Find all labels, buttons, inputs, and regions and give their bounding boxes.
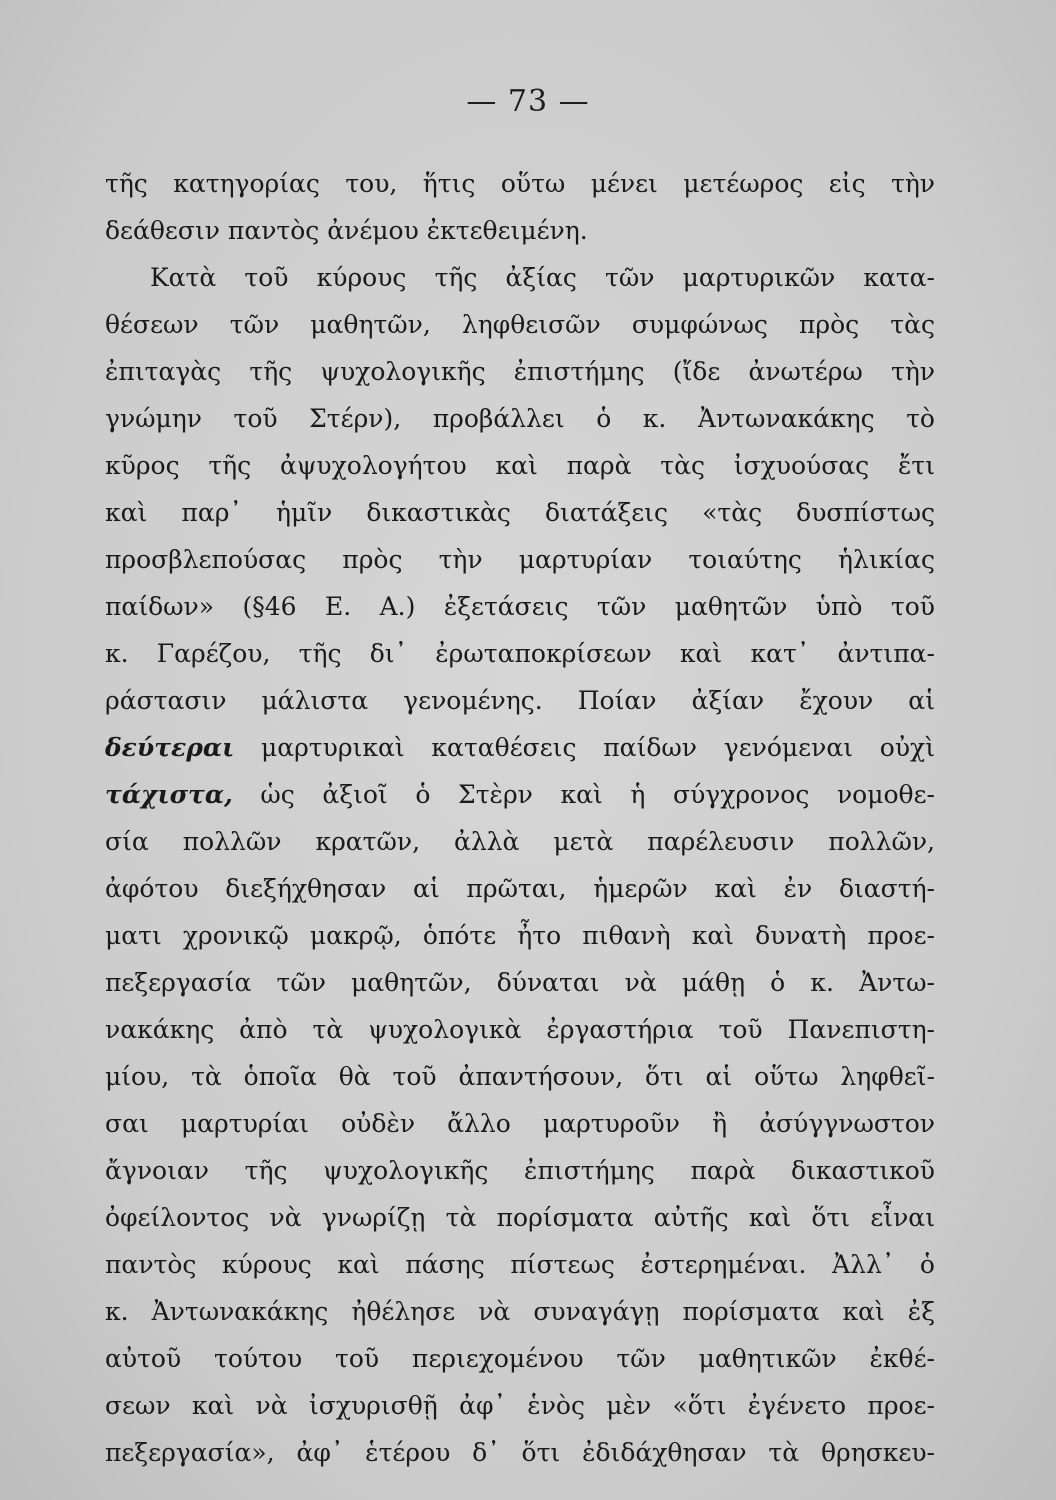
emphasis-deuterai: δεύτεραι [105,733,235,762]
text-line: σαι μαρτυρίαι οὐδὲν ἄλλο μαρτυροῦν ἢ ἀσύγγνωστον [105,1109,935,1138]
emphasis-tachista: τάχιστα, [105,780,233,809]
text-line: κ. Ἀντωνακάκης ἠθέλησε νὰ συναγάγῃ πορίσματα καὶ ἐξ [105,1297,935,1326]
text-line: προσβλεπούσας πρὸς τὴν μαρτυρίαν τοιαύτης ἡλικίας [105,545,935,574]
text-line: ματι χρονικῷ μακρῷ, ὁπότε ἦτο πιθανὴ καὶ δυνατὴ προε- [105,921,935,950]
text-line: καὶ παρ᾽ ἡμῖν δικαστικὰς διατάξεις «τὰς δυσπίστως [105,498,935,527]
text-line: ἀφότου διεξήχθησαν αἱ πρῶται, ἡμερῶν καὶ ἐν διαστή- [105,874,935,903]
text-line [105,207,935,254]
text-line-content: δεάθεσιν παντὸς ἀνέμου ἐκτεθειμένη. [105,216,588,245]
text-line: νακάκης ἀπὸ τὰ ψυχολογικὰ ἐργαστήρια τοῦ Πανεπιστη- [105,1015,935,1044]
text-line: πεξεργασία», ἀφ᾽ ἑτέρου δ᾽ ὅτι ἐδιδάχθησαν τὰ θρησκευ- [105,1438,935,1467]
text-line: ὀφείλοντος νὰ γνωρίζῃ τὰ πορίσματα αὐτῆς καὶ ὅτι εἶναι [105,1203,935,1232]
body-text [105,160,935,1476]
text-line: τῆς κατηγορίας του, ἥτις οὕτω μένει μετέωρος εἰς τὴν [105,169,935,198]
text-line-content: μαρτυρικαὶ καταθέσεις παίδων γενόμεναι οὐχὶ [260,733,935,762]
text-line: ράστασιν μάλιστα γενομένης. Ποίαν ἀξίαν ἔχουν αἱ [105,686,935,715]
text-line: ἄγνοιαν τῆς ψυχολογικῆς ἐπιστήμης παρὰ δικαστικοῦ [105,1156,935,1185]
text-line-with-emphasis [105,771,935,818]
text-line: γνώμην τοῦ Στέρν), προβάλλει ὁ κ. Ἀντωνακάκης τὸ [105,404,935,433]
text-line: θέσεων τῶν μαθητῶν, ληφθεισῶν συμφώνως πρὸς τὰς [105,310,935,339]
text-line: σεων καὶ νὰ ἰσχυρισθῇ ἀφ᾽ ἑνὸς μὲν «ὅτι ἐγένετο προε- [105,1391,935,1420]
text-line: ἐπιταγὰς τῆς ψυχολογικῆς ἐπιστήμης (ἴδε ἀνωτέρω τὴν [105,357,935,386]
text-line: κ. Γαρέζου, τῆς δι᾽ ἐρωταποκρίσεων καὶ κατ᾽ ἀντιπα- [105,639,935,668]
text-line-with-emphasis [105,724,935,771]
text-line: κῦρος τῆς ἀψυχολογήτου καὶ παρὰ τὰς ἰσχυούσας ἔτι [105,451,935,480]
text-line-content: ὡς ἀξιοῖ ὁ Στὲρν καὶ ἡ σύγχρονος νομοθε- [260,780,935,809]
text-line: αὐτοῦ τούτου τοῦ περιεχομένου τῶν μαθητικῶν ἐκθέ- [105,1344,935,1373]
text-line: μίου, τὰ ὁποῖα θὰ τοῦ ἀπαντήσουν, ὅτι αἱ οὕτω ληφθεῖ- [105,1062,935,1091]
text-line: σία πολλῶν κρατῶν, ἀλλὰ μετὰ παρέλευσιν πολλῶν, [105,827,935,856]
text-line: παντὸς κύρους καὶ πάσης πίστεως ἐστερημέναι. Ἀλλ᾽ ὁ [105,1250,935,1279]
text-line: πεξεργασία τῶν μαθητῶν, δύναται νὰ μάθῃ ὁ κ. Ἀντω- [105,968,935,997]
page-number: — 73 — [466,84,590,119]
text-line: παίδων» (§46 Ε. Α.) ἐξετάσεις τῶν μαθητῶν ὑπὸ τοῦ [105,592,935,621]
paragraph-first-line: Κατὰ τοῦ κύρους τῆς ἀξίας τῶν μαρτυρικῶν κατα- [150,263,935,292]
